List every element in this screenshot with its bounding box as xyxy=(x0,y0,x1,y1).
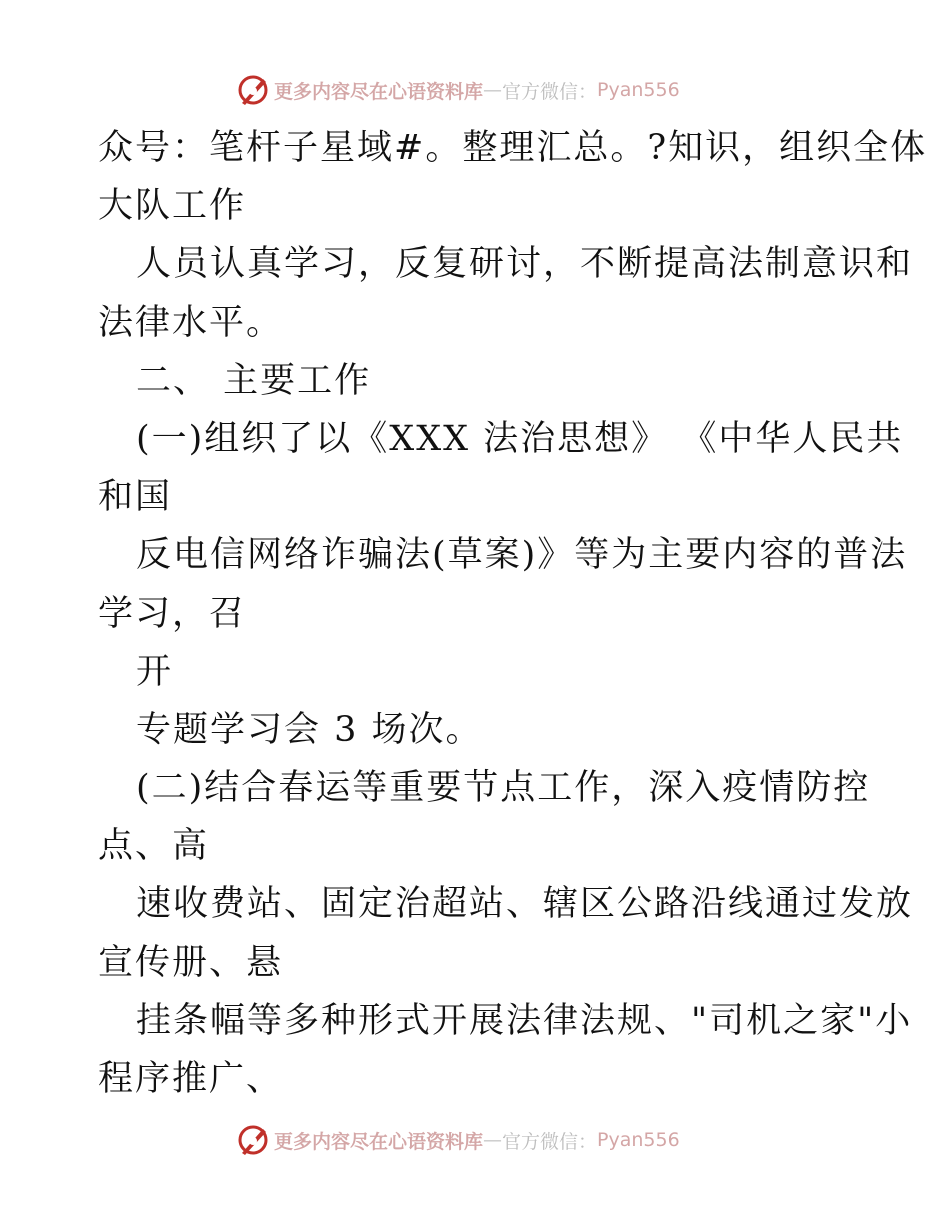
body-line: 宣传册、悬 xyxy=(98,942,284,983)
body-line: 法律水平。 xyxy=(98,302,284,343)
watermark-dash: — xyxy=(483,79,503,101)
watermark-wechat-id: Pyan556 xyxy=(597,1129,680,1151)
body-line: 程序推广、 xyxy=(98,1059,284,1099)
body-line: 大队工作 xyxy=(98,186,247,227)
body-line: 和国 xyxy=(98,477,173,518)
body-line: (二)结合春运等重要节点工作，深入疫情防控 xyxy=(136,768,871,809)
body-line: 挂条幅等多种形式开展法律法规、"司机之家"小 xyxy=(136,1000,913,1041)
watermark-official-label: 官方微信： xyxy=(502,80,598,103)
body-line: 开 xyxy=(136,651,174,692)
watermark-wechat-id: Pyan556 xyxy=(597,79,680,101)
watermark-main-text: 更多内容尽在心语资料库 xyxy=(274,1130,484,1153)
body-line: 人员认真学习，反复研讨，不断提高法制意识和 xyxy=(136,244,914,285)
pen-circle-logo-icon xyxy=(236,73,270,107)
body-line: 专题学习会 3 场次。 xyxy=(136,709,483,750)
header-watermark xyxy=(236,72,680,108)
watermark-dash: — xyxy=(483,1129,503,1151)
body-line: 反电信网络诈骗法(草案)》等为主要内容的普法 xyxy=(136,535,908,576)
body-line: 速收费站、固定治超站、辖区公路沿线通过发放 xyxy=(136,884,914,925)
body-line: 点、高 xyxy=(98,826,210,867)
watermark-main-text: 更多内容尽在心语资料库 xyxy=(274,80,484,103)
footer-watermark xyxy=(236,1122,680,1158)
document-body xyxy=(98,119,928,1108)
body-line: 众号：笔杆子星域#。整理汇总。?知识，组织全体 xyxy=(98,128,928,168)
body-line: (一)组织了以《XXX 法治思想》 《中华人民共 xyxy=(136,418,904,459)
watermark-official-label: 官方微信： xyxy=(502,1130,598,1153)
section-heading: 二、 主要工作 xyxy=(136,360,372,401)
pen-circle-logo-icon xyxy=(236,1123,270,1157)
body-line: 学习，召 xyxy=(98,593,247,634)
